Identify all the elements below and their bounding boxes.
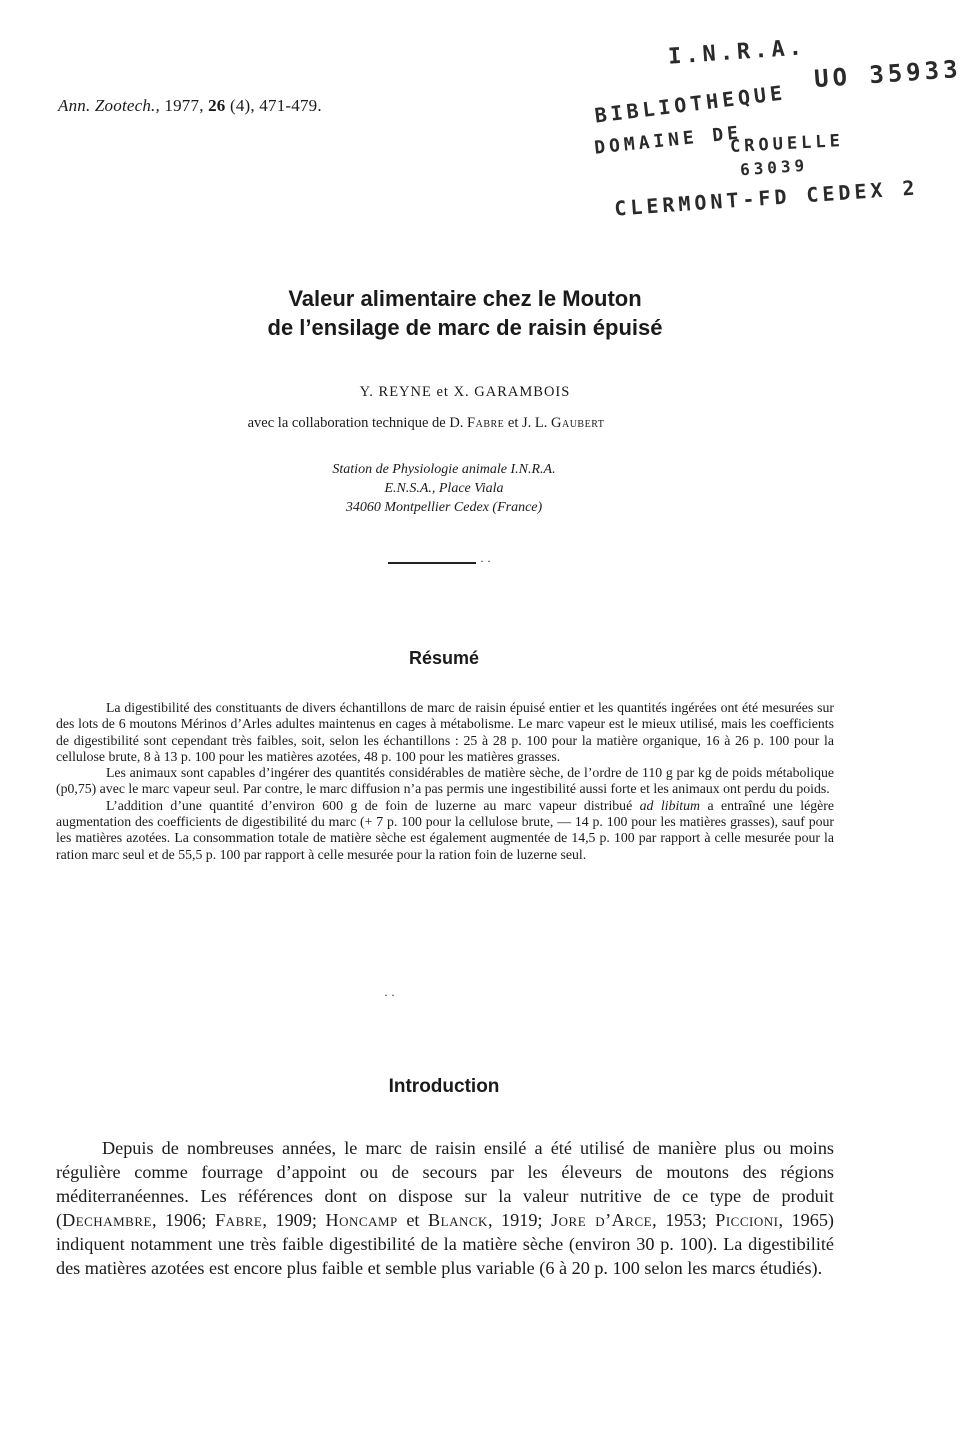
affiliation-line-2: E.N.S.A., Place Viala — [384, 481, 504, 496]
introduction-body — [56, 1136, 834, 1280]
stamp-line-bibliotheque: BIBLIOTHEQUE — [593, 80, 788, 128]
resume-paragraph-2: Les animaux sont capables d’ingérer des quantités considérables de matière sèche, de l’ordre de 110 g par kg de poids métabolique (p0,75) avec le marc vapeur seul. Par contre, le marc diffusion n’a pas permis une ingestibilité aussi forte et les animaux ont perdu du poids. — [56, 765, 834, 797]
intro-ref-4: Blanck — [428, 1210, 488, 1230]
citation-volume: 26 — [208, 96, 226, 115]
section-separator-dots: ·· — [384, 988, 398, 1002]
intro-ref-3: Honcamp — [325, 1210, 398, 1230]
intro-text-c: , 1909; — [262, 1210, 326, 1230]
intro-text-d: et — [397, 1210, 429, 1230]
title-line-2: de l’ensilage de marc de raisin épuisé — [267, 315, 663, 340]
intro-ref-5: Jore d’Arce — [551, 1210, 653, 1230]
citation-year: 1977, — [164, 96, 204, 115]
paper-title — [0, 284, 930, 342]
resume-paragraph-3 — [56, 798, 834, 863]
collab-name-2: Gaubert — [551, 415, 605, 431]
stamp-line-postcode: 63039 — [739, 155, 809, 180]
intro-text-f: , 1953; — [652, 1210, 716, 1230]
journal-citation — [58, 96, 322, 116]
stamp-line-code: UO 35933 — [813, 54, 962, 94]
citation-issue-pages: (4), 471-479. — [229, 96, 322, 115]
collab-prefix: avec la collaboration technique de D. — [247, 415, 464, 431]
resume-paragraph-1: La digestibilité des constituants de divers échantillons de marc de raisin épuisé entier et les quantités ingérées ont été mesurées sur des lots de 6 moutons Mérinos d’Arles adultes maintenus en cages à métabolisme. Le marc vapeur est le mieux utilisé, mais les coefficients de digestibilité sont cependant très faibles, soit, selon les échantillons : 25 à 28 p. 100 pour la matière organique, 16 à 26 p. 100 pour la cellulose brute, 8 à 13 p. 100 pour les matières azotées, 48 p. 100 pour les matières grasses. — [56, 700, 834, 764]
intro-ref-6: Piccioni — [715, 1210, 779, 1230]
introduction-paragraph — [56, 1136, 834, 1280]
affiliation-line-3: 34060 Montpellier Cedex (France) — [345, 500, 543, 515]
resume-p3-prefix: L’addition d’une quantité d’environ 600 g de foin de luzerne au marc vapeur distribué — [106, 797, 633, 813]
title-line-1: Valeur alimentaire chez le Mouton — [288, 286, 642, 311]
affiliation — [0, 460, 888, 517]
intro-text-a: Depuis de nombreuses années, le marc de raisin ensilé a été utilisé de manière plus ou moins régulière comme fourrage d’appoint ou de secours par les éleveurs de moutons des régions méditerranéennes. Les références dont on dispose sur la valeur nutritive de ce type de produit ( — [56, 1138, 834, 1230]
separator-rule — [388, 562, 476, 564]
collab-name-1: Fabre — [467, 415, 505, 431]
intro-ref-1: Dechambre — [62, 1210, 152, 1230]
intro-text-b: , 1906; — [151, 1210, 216, 1230]
introduction-heading: Introduction — [388, 1076, 500, 1097]
resume-p3-rest: a entraîné une légère augmentation des coefficients de digestibilité du marc (+ 7 p. 100 pour la cellulose brute, — 14 p. 100 pour les matières grasses), sauf pour les matières azotées. La consommation totale de matière sèche est également augmentée de 14,5 p. 100 par rapport à celle mesurée pour la ration marc seul et de 55,5 p. 100 par rapport à celle mesurée pour la ration foin de luzerne seul. — [56, 797, 834, 862]
resume-body — [56, 700, 834, 863]
separator-dots: ·· — [480, 554, 494, 568]
stamp-line-crouelle: CROUELLE — [729, 131, 845, 157]
affiliation-line-1: Station de Physiologie animale I.N.R.A. — [332, 462, 556, 477]
resume-heading: Résumé — [408, 648, 480, 668]
intro-text-g: , 1965) indiquent notamment une très faible digestibilité de la matière sèche (environ 30 p. 100). La digestibilité des matières azotées est encore plus faible et semble plus variable (6 à 20 p. 100 selon les marcs étudiés). — [56, 1210, 834, 1278]
journal-name: Ann. Zootech., — [58, 96, 160, 115]
stamp-line-domaine: DOMAINE DE — [593, 122, 744, 159]
intro-ref-2: Fabre — [215, 1210, 263, 1230]
library-stamp — [590, 35, 962, 221]
collab-mid: et J. L. — [507, 415, 548, 431]
stamp-line-inra: I.N.R.A. — [667, 35, 807, 70]
intro-text-e: , 1919; — [487, 1210, 552, 1230]
stamp-line-city: CLERMONT-FD CEDEX 2 — [613, 175, 920, 221]
collaboration-line — [0, 415, 852, 432]
authors: Y. REYNE et X. GARAMBOIS — [359, 384, 571, 400]
resume-p3-italic: ad libitum — [639, 797, 700, 813]
